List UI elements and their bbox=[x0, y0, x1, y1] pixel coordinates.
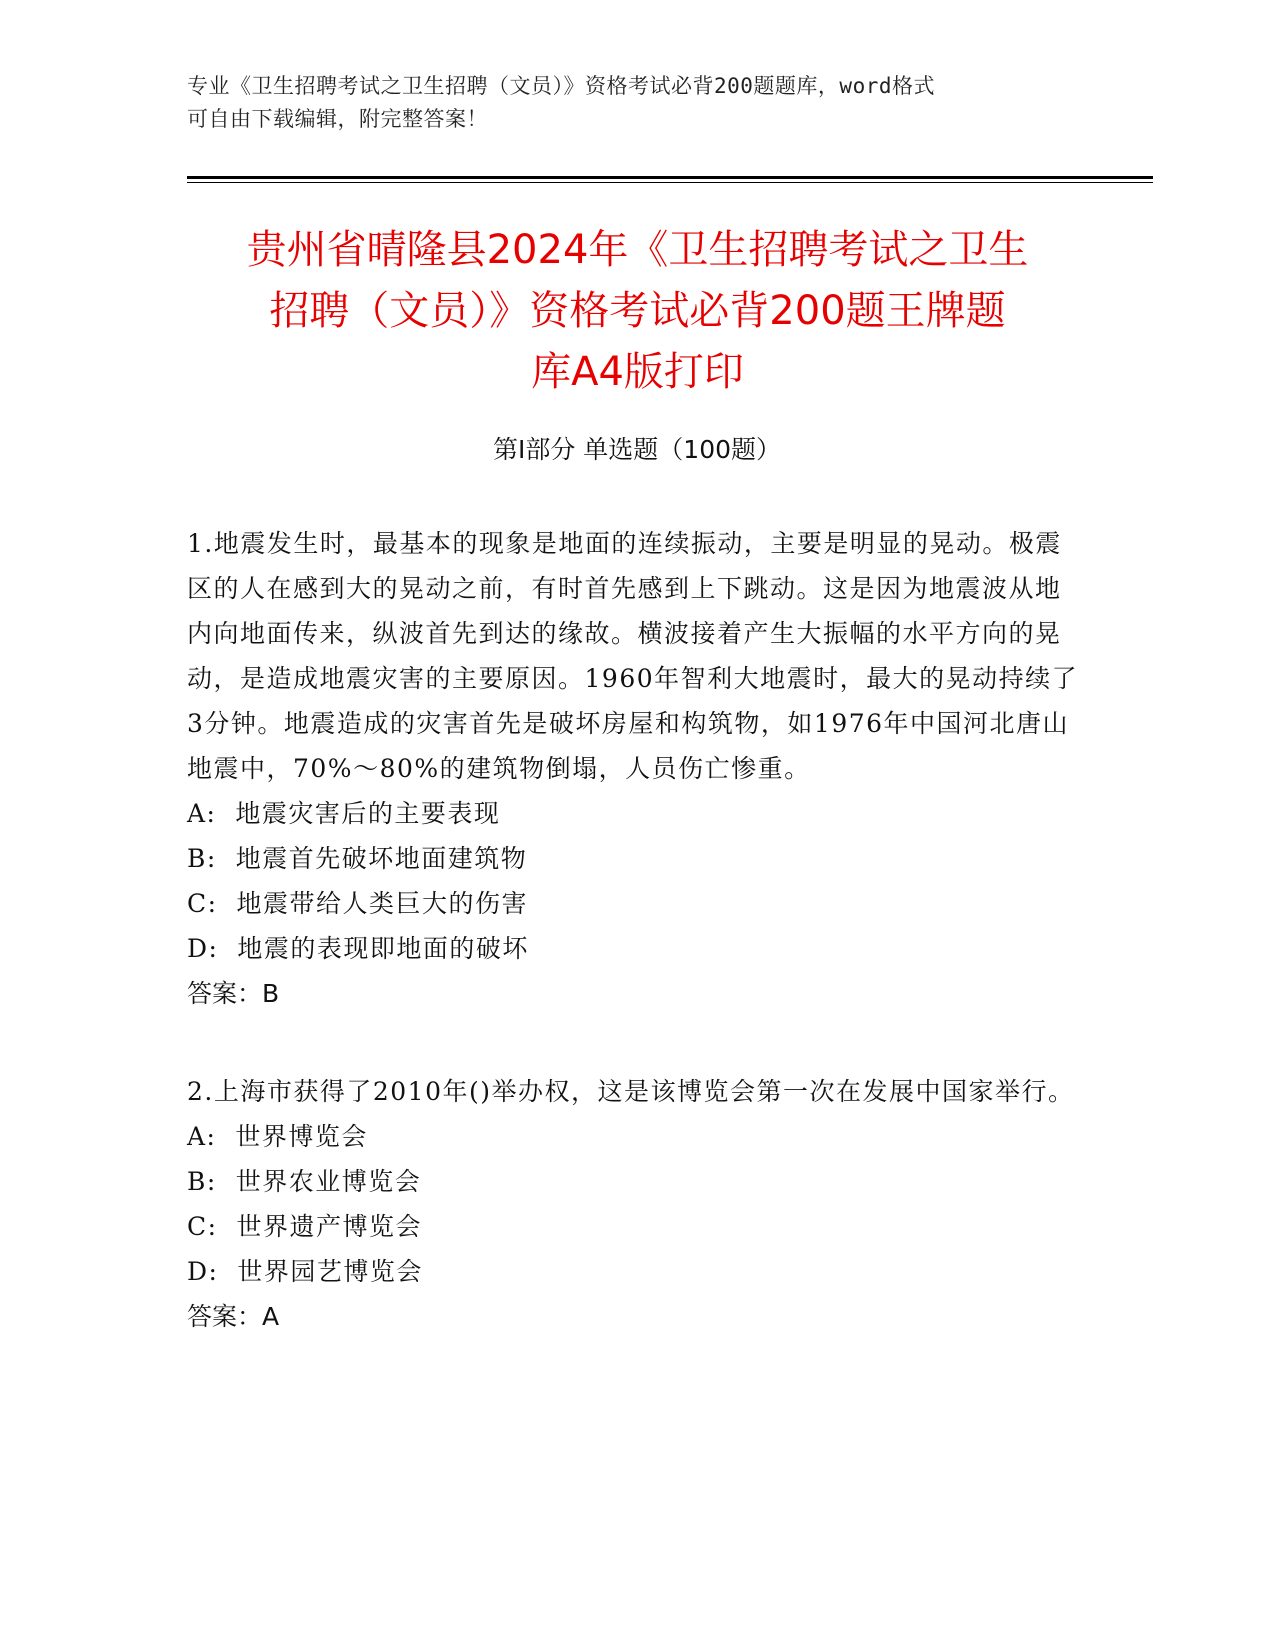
option-c: C: 地震带给人类巨大的伤害 bbox=[187, 889, 528, 918]
section-heading: 第Ⅰ部分 单选题（100题） bbox=[492, 435, 782, 464]
header-rule-thin bbox=[187, 182, 1153, 183]
option-a: A: 世界博览会 bbox=[187, 1122, 368, 1151]
question-stem: 2.上海市获得了2010年()举办权，这是该博览会第一次在发展中国家举行。 bbox=[187, 1077, 1075, 1106]
question-2 bbox=[187, 1069, 1087, 1339]
option-d: D: 世界园艺博览会 bbox=[187, 1257, 423, 1286]
document-title-line1: 贵州省晴隆县2024年《卫生招聘考试之卫生 bbox=[246, 227, 1029, 273]
document-title-line3: 库A4版打印 bbox=[531, 349, 744, 395]
answer: 答案：B bbox=[187, 979, 280, 1008]
document-title-line2: 招聘（文员）》资格考试必背200题王牌题 bbox=[269, 288, 1006, 334]
header-note-line2: 可自由下载编辑，附完整答案！ bbox=[187, 107, 488, 131]
header-note-line1: 专业《卫生招聘考试之卫生招聘（文员）》资格考试必背200题题库，word格式 bbox=[187, 74, 935, 98]
option-d: D: 地震的表现即地面的破坏 bbox=[187, 934, 529, 963]
header-rule-thick bbox=[187, 176, 1153, 179]
option-b: B: 地震首先破坏地面建筑物 bbox=[187, 844, 528, 873]
answer: 答案：A bbox=[187, 1302, 280, 1331]
option-c: C: 世界遗产博览会 bbox=[187, 1212, 422, 1241]
option-a: A: 地震灾害后的主要表现 bbox=[187, 799, 501, 828]
question-stem: 1.地震发生时，最基本的现象是地面的连续振动，主要是明显的晃动。极震区的人在感到大的晃动之前，有时首先感到上下跳动。这是因为地震波从地内向地面传来，纵波首先到达的缘故。横波接着产生大振幅的水平方向的晃动，是造成地震灾害的主要原因。1960年智利大地震时，最大的晃动持续了3分钟。地震造成的灾害首先是破坏房屋和构筑物，如1976年中国河北唐山地震中，70%～80%的建筑物倒塌，人员伤亡惨重。 bbox=[187, 529, 1079, 783]
question-1 bbox=[187, 521, 1087, 1016]
option-b: B: 世界农业博览会 bbox=[187, 1167, 422, 1196]
document-title bbox=[170, 220, 1105, 403]
header-note bbox=[187, 70, 1067, 136]
